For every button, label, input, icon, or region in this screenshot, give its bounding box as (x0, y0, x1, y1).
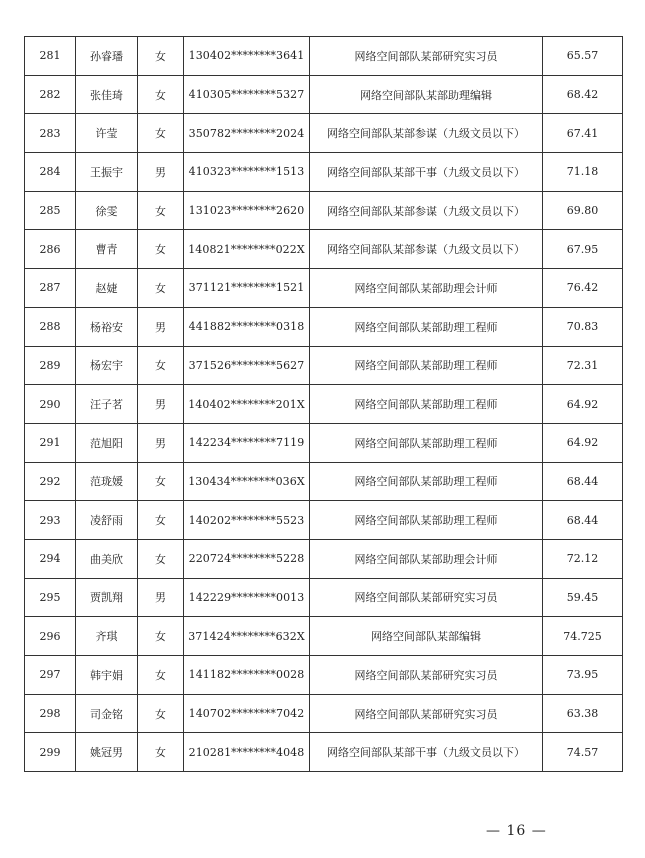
candidate-gender: 男 (138, 307, 184, 346)
candidate-score: 64.92 (543, 385, 623, 424)
candidate-score: 68.44 (543, 501, 623, 540)
table-row (25, 269, 623, 308)
page-number: — 16 — (486, 823, 547, 839)
candidate-score: 67.41 (543, 114, 623, 153)
table-row (25, 539, 623, 578)
candidate-position: 网络空间部队某部编辑 (310, 617, 543, 656)
candidate-id-number: 220724********5228 (184, 539, 310, 578)
candidate-name: 王振宇 (76, 153, 138, 192)
candidate-gender: 女 (138, 346, 184, 385)
candidate-score: 74.57 (543, 733, 623, 772)
candidate-name: 汪子茗 (76, 385, 138, 424)
candidate-position: 网络空间部队某部参谋（九级文员以下） (310, 191, 543, 230)
candidate-gender: 男 (138, 423, 184, 462)
table-row (25, 423, 623, 462)
candidate-id-number: 371424********632X (184, 617, 310, 656)
row-number: 287 (25, 269, 76, 308)
candidate-name: 范旭阳 (76, 423, 138, 462)
candidate-gender: 女 (138, 191, 184, 230)
table-row (25, 578, 623, 617)
row-number: 291 (25, 423, 76, 462)
candidate-position: 网络空间部队某部参谋（九级文员以下） (310, 230, 543, 269)
table-row (25, 501, 623, 540)
candidate-id-number: 140821********022X (184, 230, 310, 269)
candidate-gender: 女 (138, 539, 184, 578)
candidate-gender: 男 (138, 153, 184, 192)
candidate-name: 司金铭 (76, 694, 138, 733)
row-number: 299 (25, 733, 76, 772)
candidate-name: 范珑媛 (76, 462, 138, 501)
candidate-gender: 女 (138, 733, 184, 772)
candidate-position: 网络空间部队某部研究实习员 (310, 578, 543, 617)
table-row (25, 191, 623, 230)
candidate-name: 孙睿璠 (76, 37, 138, 76)
row-number: 297 (25, 656, 76, 695)
candidate-score: 64.92 (543, 423, 623, 462)
candidate-score: 69.80 (543, 191, 623, 230)
candidate-position: 网络空间部队某部助理工程师 (310, 462, 543, 501)
candidate-score: 68.42 (543, 75, 623, 114)
candidate-score: 68.44 (543, 462, 623, 501)
candidate-position: 网络空间部队某部助理工程师 (310, 346, 543, 385)
candidate-id-number: 210281********4048 (184, 733, 310, 772)
candidate-name: 许莹 (76, 114, 138, 153)
candidate-id-number: 410323********1513 (184, 153, 310, 192)
candidate-gender: 男 (138, 578, 184, 617)
candidate-gender: 女 (138, 230, 184, 269)
candidate-id-number: 141182********0028 (184, 656, 310, 695)
candidate-position: 网络空间部队某部参谋（九级文员以下） (310, 114, 543, 153)
candidate-gender: 女 (138, 656, 184, 695)
row-number: 283 (25, 114, 76, 153)
candidate-position: 网络空间部队某部研究实习员 (310, 37, 543, 76)
candidate-id-number: 140702********7042 (184, 694, 310, 733)
table-row (25, 37, 623, 76)
candidate-id-number: 142229********0013 (184, 578, 310, 617)
candidate-gender: 女 (138, 269, 184, 308)
candidate-position: 网络空间部队某部助理工程师 (310, 307, 543, 346)
table-row (25, 153, 623, 192)
candidate-name: 张佳琦 (76, 75, 138, 114)
row-number: 282 (25, 75, 76, 114)
candidate-position: 网络空间部队某部干事（九级文员以下） (310, 153, 543, 192)
row-number: 296 (25, 617, 76, 656)
table-row (25, 307, 623, 346)
table-row (25, 75, 623, 114)
table-row (25, 462, 623, 501)
row-number: 281 (25, 37, 76, 76)
candidate-gender: 女 (138, 37, 184, 76)
candidate-score: 76.42 (543, 269, 623, 308)
row-number: 290 (25, 385, 76, 424)
candidate-position: 网络空间部队某部助理会计师 (310, 269, 543, 308)
candidate-name: 凌舒雨 (76, 501, 138, 540)
candidate-gender: 女 (138, 617, 184, 656)
row-number: 288 (25, 307, 76, 346)
candidate-name: 贾凯翔 (76, 578, 138, 617)
candidate-id-number: 350782********2024 (184, 114, 310, 153)
candidate-score: 65.57 (543, 37, 623, 76)
row-number: 285 (25, 191, 76, 230)
candidate-position: 网络空间部队某部研究实习员 (310, 694, 543, 733)
candidate-name: 徐雯 (76, 191, 138, 230)
candidate-id-number: 130434********036X (184, 462, 310, 501)
candidate-score: 72.31 (543, 346, 623, 385)
table-row (25, 230, 623, 269)
row-number: 292 (25, 462, 76, 501)
candidate-id-number: 142234********7119 (184, 423, 310, 462)
candidate-name: 赵婕 (76, 269, 138, 308)
candidate-score: 71.18 (543, 153, 623, 192)
candidate-gender: 女 (138, 462, 184, 501)
candidate-score: 74.725 (543, 617, 623, 656)
table-row (25, 617, 623, 656)
candidate-gender: 男 (138, 385, 184, 424)
candidate-position: 网络空间部队某部研究实习员 (310, 656, 543, 695)
candidate-id-number: 140402********201X (184, 385, 310, 424)
candidate-id-number: 371121********1521 (184, 269, 310, 308)
candidate-id-number: 371526********5627 (184, 346, 310, 385)
table-row (25, 385, 623, 424)
candidate-name: 齐琪 (76, 617, 138, 656)
candidate-name: 姚冠男 (76, 733, 138, 772)
row-number: 298 (25, 694, 76, 733)
candidate-position: 网络空间部队某部助理编辑 (310, 75, 543, 114)
row-number: 295 (25, 578, 76, 617)
candidate-score: 59.45 (543, 578, 623, 617)
candidate-id-number: 441882********0318 (184, 307, 310, 346)
table-row (25, 114, 623, 153)
row-number: 286 (25, 230, 76, 269)
candidate-name: 杨宏宇 (76, 346, 138, 385)
row-number: 294 (25, 539, 76, 578)
candidate-gender: 女 (138, 501, 184, 540)
candidate-score: 63.38 (543, 694, 623, 733)
candidate-score: 67.95 (543, 230, 623, 269)
candidate-table (24, 36, 623, 772)
candidate-gender: 女 (138, 694, 184, 733)
table-row (25, 656, 623, 695)
candidate-position: 网络空间部队某部助理工程师 (310, 385, 543, 424)
candidate-id-number: 131023********2620 (184, 191, 310, 230)
candidate-position: 网络空间部队某部助理会计师 (310, 539, 543, 578)
candidate-score: 72.12 (543, 539, 623, 578)
candidate-id-number: 130402********3641 (184, 37, 310, 76)
candidate-position: 网络空间部队某部助理工程师 (310, 501, 543, 540)
candidate-id-number: 140202********5523 (184, 501, 310, 540)
candidate-id-number: 410305********5327 (184, 75, 310, 114)
candidate-table-body (25, 37, 623, 772)
table-row (25, 694, 623, 733)
candidate-score: 70.83 (543, 307, 623, 346)
candidate-name: 杨裕安 (76, 307, 138, 346)
row-number: 289 (25, 346, 76, 385)
candidate-name: 曲美欣 (76, 539, 138, 578)
table-row (25, 346, 623, 385)
candidate-gender: 女 (138, 114, 184, 153)
candidate-name: 韩宇娟 (76, 656, 138, 695)
candidate-position: 网络空间部队某部干事（九级文员以下） (310, 733, 543, 772)
candidate-score: 73.95 (543, 656, 623, 695)
candidate-position: 网络空间部队某部助理工程师 (310, 423, 543, 462)
candidate-gender: 女 (138, 75, 184, 114)
row-number: 293 (25, 501, 76, 540)
row-number: 284 (25, 153, 76, 192)
table-row (25, 733, 623, 772)
candidate-name: 曹青 (76, 230, 138, 269)
